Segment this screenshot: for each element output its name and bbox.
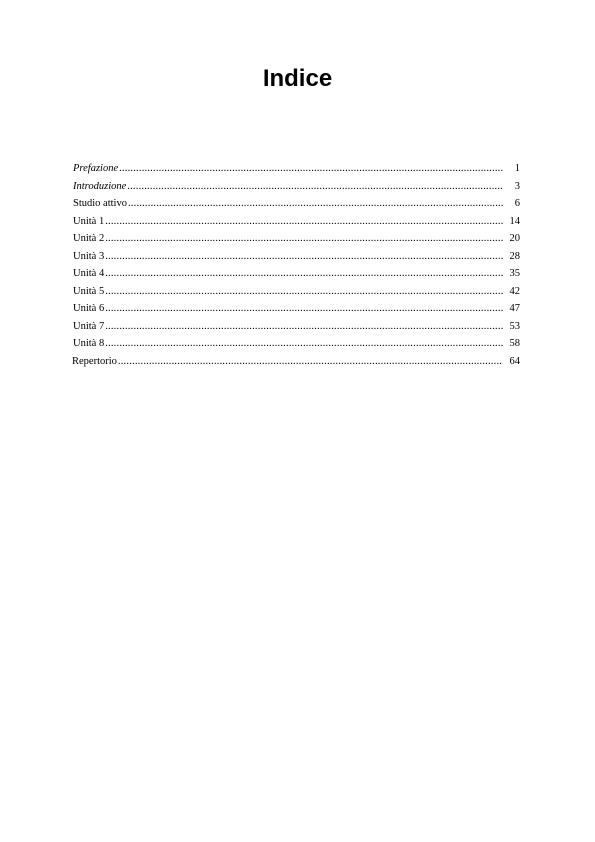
toc-entry-unita-6[interactable] <box>73 300 520 318</box>
toc-entry-label: Unità 5 <box>73 285 105 297</box>
toc-entry-unita-4[interactable] <box>73 265 520 283</box>
dot-leader <box>105 248 503 266</box>
dot-leader <box>127 178 503 196</box>
toc-entry-label: Unità 8 <box>73 338 105 349</box>
dot-leader <box>118 353 503 371</box>
table-of-contents <box>73 160 520 370</box>
toc-entry-prefazione[interactable] <box>73 160 520 178</box>
toc-entry-studio-attivo[interactable] <box>73 195 520 213</box>
toc-entry-label: Unità 6 <box>73 303 105 314</box>
toc-entry-unita-1[interactable] <box>73 213 520 231</box>
toc-page-number: 6 <box>514 198 520 209</box>
dot-leader <box>105 283 503 301</box>
dot-leader <box>119 160 503 178</box>
dot-leader <box>128 195 503 213</box>
toc-page-number: 42 <box>509 285 520 297</box>
toc-entry-unita-8[interactable] <box>73 335 520 353</box>
toc-page-number: 20 <box>509 233 520 244</box>
toc-page-number: 28 <box>509 250 520 262</box>
toc-entry-unita-3[interactable] <box>73 248 520 266</box>
dot-leader <box>105 318 503 336</box>
toc-entry-label: Unità 4 <box>73 268 105 279</box>
toc-entry-label: Unità 7 <box>73 320 105 332</box>
dot-leader <box>105 335 503 353</box>
toc-entry-label: Studio attivo <box>73 198 127 209</box>
toc-entry-repertorio[interactable] <box>72 353 520 371</box>
toc-entry-label: Introduzione <box>73 180 127 192</box>
toc-page-number: 64 <box>509 355 520 367</box>
toc-page-number: 47 <box>509 303 520 314</box>
toc-page-number: 3 <box>514 180 520 192</box>
toc-entry-label: Unità 2 <box>73 233 105 244</box>
dot-leader <box>105 230 503 248</box>
toc-entry-label: Unità 3 <box>73 250 105 262</box>
toc-page-number: 14 <box>509 215 520 227</box>
toc-page-number: 1 <box>514 163 520 174</box>
toc-entry-unita-5[interactable] <box>73 283 520 301</box>
toc-entry-unita-7[interactable] <box>73 318 520 336</box>
toc-entry-label: Unità 1 <box>73 215 105 227</box>
page-title: Indice <box>262 65 333 92</box>
toc-page-number: 58 <box>509 338 520 349</box>
dot-leader <box>105 265 503 283</box>
toc-entry-unita-2[interactable] <box>73 230 520 248</box>
dot-leader <box>105 300 503 318</box>
toc-page-number: 35 <box>509 268 520 279</box>
dot-leader <box>105 213 503 231</box>
toc-entry-introduzione[interactable] <box>73 178 520 196</box>
toc-page-number: 53 <box>509 320 520 332</box>
toc-entry-label: Prefazione <box>73 163 119 174</box>
toc-entry-label: Repertorio <box>72 355 117 367</box>
